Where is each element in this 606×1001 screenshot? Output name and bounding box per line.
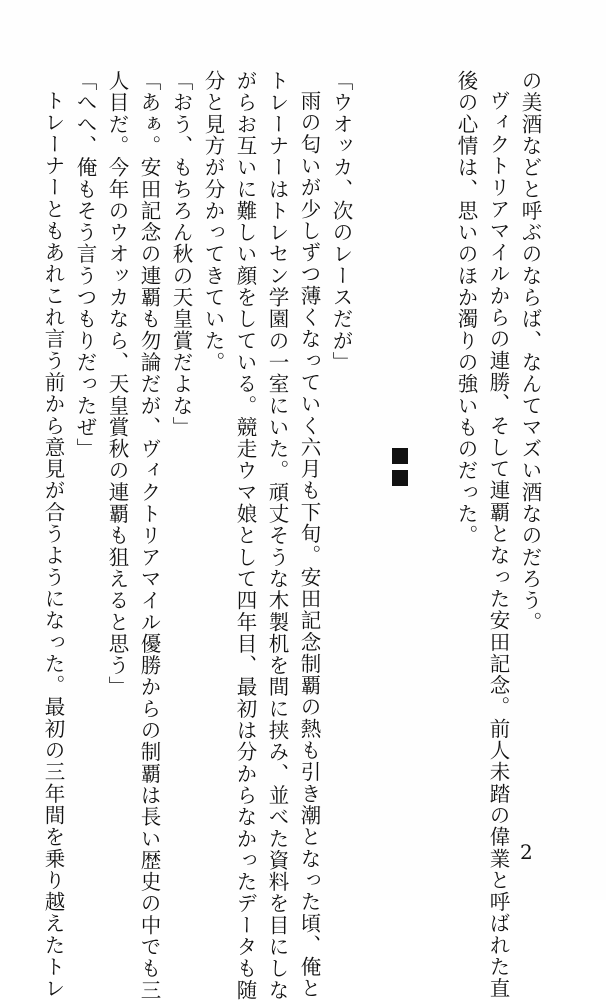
dialogue-line: 「おう、もちろん秋の天皇賞だよな」 bbox=[169, 70, 193, 439]
section-separator bbox=[392, 448, 408, 486]
page-number: 2 bbox=[520, 840, 533, 864]
text-line: 分と見方が分かってきていた。 bbox=[201, 70, 225, 374]
dialogue-line: 「あぁ。安田記念の連覇も勿論だが、ヴィクトリアマイル優勝からの制覇は長い歴史の中でも三 bbox=[137, 70, 161, 1001]
dialogue-line: 「ウオッカ、次のレースだが」 bbox=[329, 70, 353, 374]
text-line: トレーナーともあれこれ言う前から意見が合うようになった。最初の三年間を乗り越えたトレ bbox=[41, 90, 65, 1000]
text-line: 雨の匂いが少しずつ薄くなっていく六月も下旬。安田記念制覇の熱も引き潮となった頃、俺と bbox=[297, 90, 321, 1000]
text-line: 人目だ。今年のウオッカなら、天皇賞秋の連覇も狙えると思う」 bbox=[105, 70, 129, 698]
text-line: 後の心情は、思いのほか濁りの強いものだった。 bbox=[454, 70, 478, 547]
separator-square-icon bbox=[392, 470, 408, 486]
separator-square-icon bbox=[392, 448, 408, 464]
dialogue-line: 「へへ、俺もそう言うつもりだったぜ」 bbox=[73, 70, 97, 460]
text-line: の美酒などと呼ぶのならば、なんてマズい酒なのだろう。 bbox=[518, 70, 542, 633]
text-line: トレーナーはトレセン学園の一室にいた。頑丈そうな木製机を間に挟み、並べた資料を目にしな bbox=[265, 70, 289, 1001]
text-line: がらお互いに難しい顔をしている。競走ウマ娘として四年目、最初は分からなかったデータも随 bbox=[233, 70, 257, 1001]
text-line: ヴィクトリアマイルからの連勝、そして連覇となった安田記念。前人未踏の偉業と呼ばれた直 bbox=[486, 90, 510, 1000]
